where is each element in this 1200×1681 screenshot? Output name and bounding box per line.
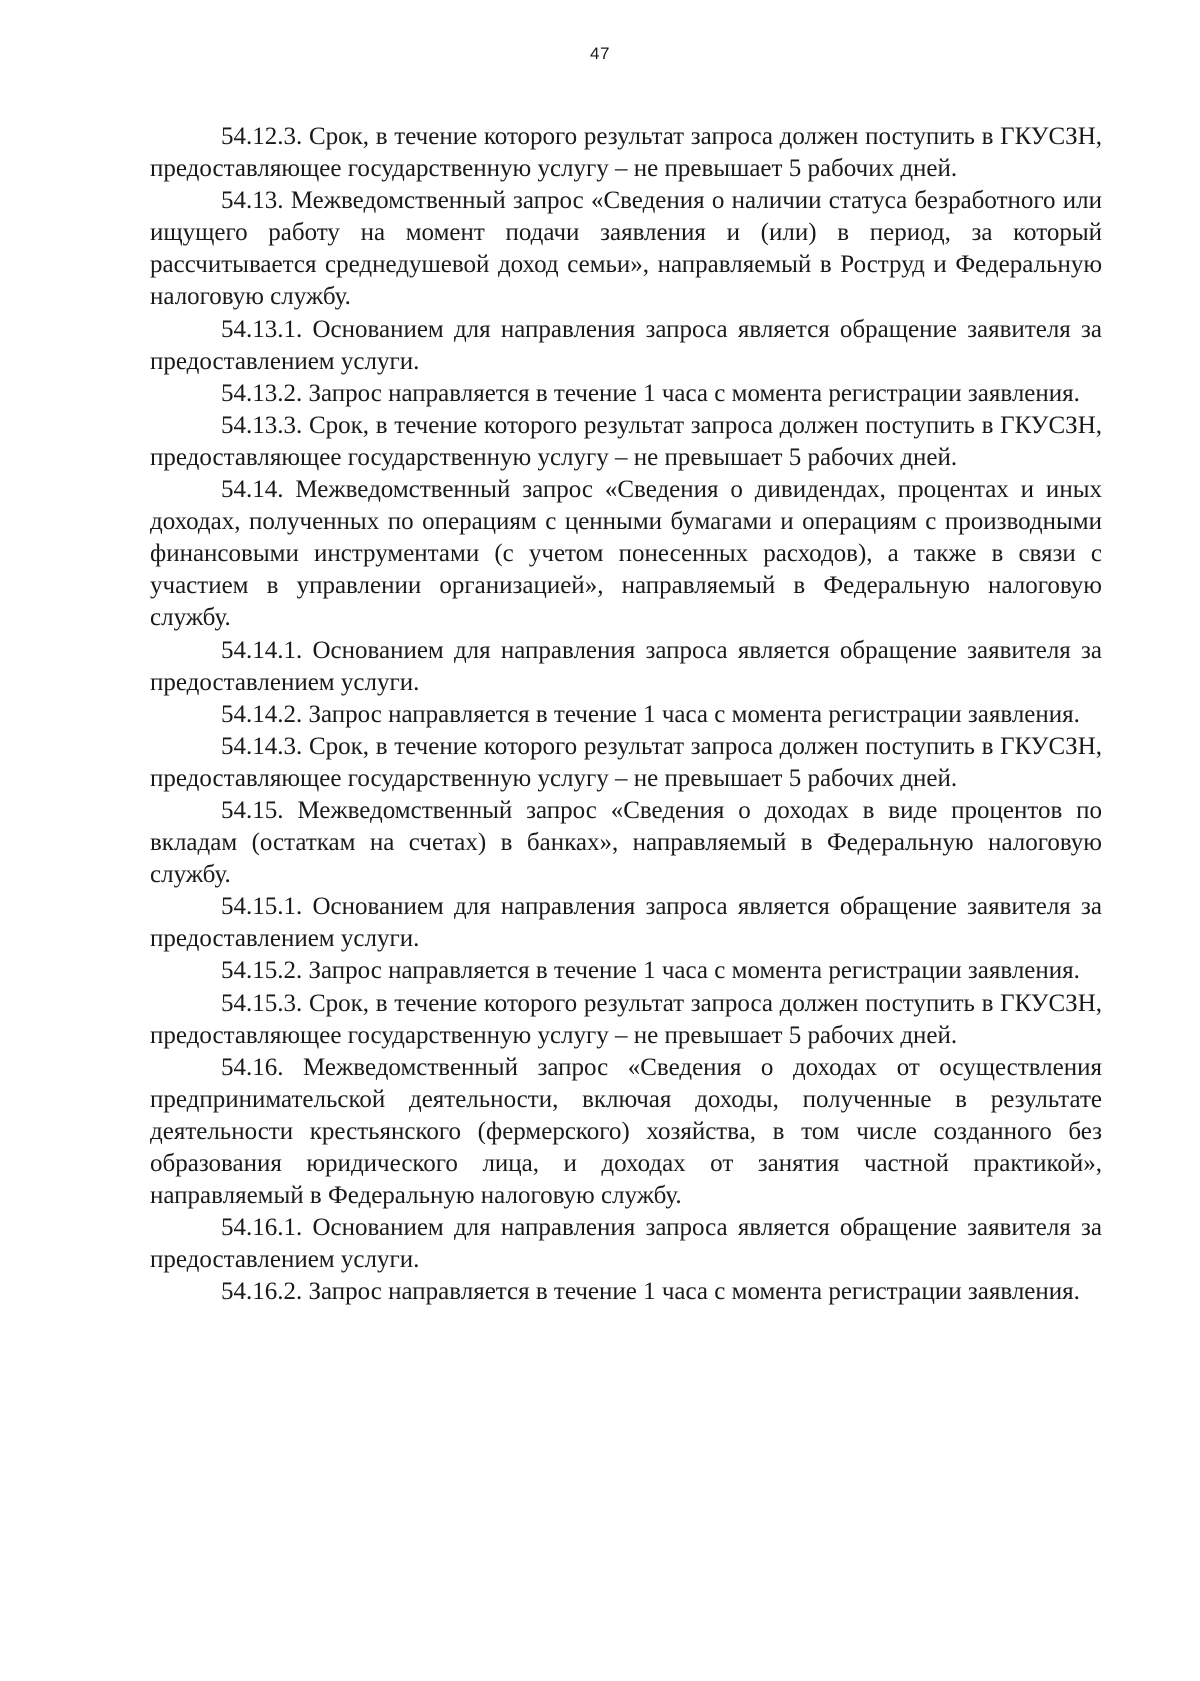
paragraph-54-16-2: 54.16.2. Запрос направляется в течение 1 часа с момента регистрации заявления. — [221, 1278, 1080, 1306]
paragraph-54-16: 54.16. Межведомственный запрос «Сведения о доходах от осуществления предпринимательской деятельности, включая доходы, полученные в результате деятельности крестьянского (фермерского) хозяйства, в том числе созданного без образования юридического лица, и доходах от занятия частной практикой», направляемый в Федеральную налоговую службу. — [150, 1053, 1102, 1210]
paragraph-54-14: 54.14. Межведомственный запрос «Сведения о дивидендах, процентах и иных доходах, полученных по операциям с ценными бумагами и операциям с производными финансовыми инструментами (с учетом понесенных расходов), а также в связи с участием в управлении организацией», направляемый в Федеральную налоговую службу. — [150, 476, 1102, 632]
document-body — [150, 121, 1102, 1308]
paragraph-54-14-1: 54.14.1. Основанием для направления запроса является обращение заявителя за предоставлением услуги. — [150, 636, 1102, 696]
paragraph-54-12-3: 54.12.3. Срок, в течение которого результат запроса должен поступить в ГКУСЗН, предоставляющее государственную услугу – не превышает 5 рабочих дней. — [150, 123, 1102, 183]
paragraph-54-14-3: 54.14.3. Срок, в течение которого результат запроса должен поступить в ГКУСЗН, предоставляющее государственную услугу – не превышает 5 рабочих дней. — [150, 732, 1102, 792]
paragraph-54-13-2: 54.13.2. Запрос направляется в течение 1 часа с момента регистрации заявления. — [221, 379, 1080, 407]
paragraph-54-15: 54.15. Межведомственный запрос «Сведения о доходах в виде процентов по вкладам (остаткам на счетах) в банках», направляемый в Федеральную налоговую службу. — [150, 796, 1102, 889]
paragraph-54-15-3: 54.15.3. Срок, в течение которого результат запроса должен поступить в ГКУСЗН, предоставляющее государственную услугу – не превышает 5 рабочих дней. — [150, 989, 1102, 1049]
page-number: 47 — [590, 44, 610, 63]
paragraph-54-15-1: 54.15.1. Основанием для направления запроса является обращение заявителя за предоставлением услуги. — [150, 893, 1102, 953]
paragraph-54-15-2: 54.15.2. Запрос направляется в течение 1 часа с момента регистрации заявления. — [221, 957, 1080, 985]
paragraph-54-13-1: 54.13.1. Основанием для направления запроса является обращение заявителя за предоставлением услуги. — [150, 315, 1102, 375]
paragraph-54-16-1: 54.16.1. Основанием для направления запроса является обращение заявителя за предоставлением услуги. — [150, 1214, 1102, 1274]
paragraph-54-14-2: 54.14.2. Запрос направляется в течение 1 часа с момента регистрации заявления. — [221, 700, 1080, 728]
paragraph-54-13-3: 54.13.3. Срок, в течение которого результат запроса должен поступить в ГКУСЗН, предоставляющее государственную услугу – не превышает 5 рабочих дней. — [150, 411, 1102, 471]
paragraph-54-13: 54.13. Межведомственный запрос «Сведения о наличии статуса безработного или ищущего работу на момент подачи заявления и (или) в период, за который рассчитывается среднедушевой доход семьи», направляемый в Роструд и Федеральную налоговую службу. — [150, 187, 1102, 311]
